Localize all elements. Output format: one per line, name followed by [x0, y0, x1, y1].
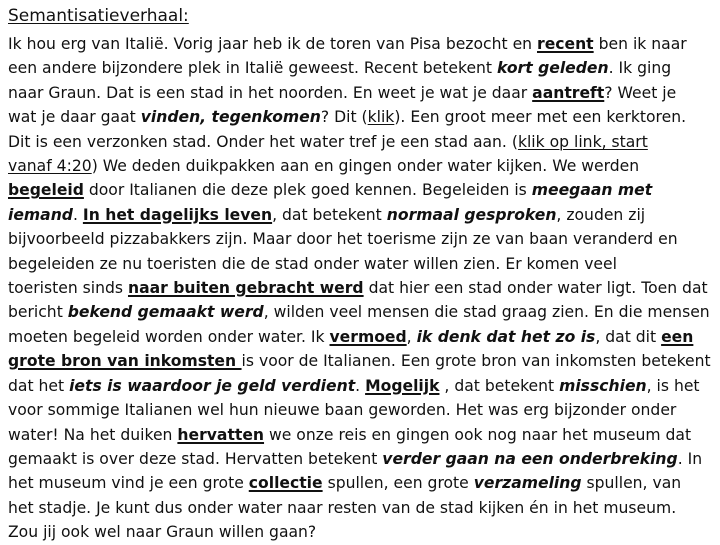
text-line	[8, 252, 716, 276]
text-run: ,	[406, 327, 417, 346]
text-line	[8, 423, 716, 447]
link[interactable]: klik op link, start	[517, 132, 648, 151]
definition: kort geleden	[497, 59, 609, 78]
link[interactable]: klik	[367, 108, 395, 127]
text-run: door Italianen die deze plek goed kennen. Begeleiden is	[83, 181, 532, 200]
text-line	[8, 203, 716, 227]
text-run: , dat betekent	[272, 205, 387, 224]
text-line	[8, 56, 716, 80]
keyword: collectie	[248, 474, 323, 493]
definition: iemand	[8, 205, 73, 224]
text-run: voor sommige Italianen wel hun nieuwe baan geworden. Het was erg bijzonder onder	[8, 401, 677, 420]
definition: bekend gemaakt werd	[67, 303, 264, 322]
keyword: Mogelijk	[365, 376, 440, 395]
text-run: . Ik ging	[608, 59, 672, 78]
keyword: naar buiten gebracht werd	[127, 279, 364, 298]
definition: verder gaan na een onderbreking	[382, 449, 678, 468]
text-line	[8, 130, 716, 154]
text-run: water! Na het duiken	[8, 425, 178, 444]
keyword: begeleid	[8, 181, 84, 200]
keyword: grote bron van inkomsten	[8, 352, 242, 371]
slide	[8, 4, 716, 545]
text-line	[8, 300, 716, 324]
text-run: Dit is een verzonken stad. Onder het water tref je een stad aan. (	[8, 132, 518, 151]
text-run: is voor de Italianen. Een grote bron van inkomsten betekent	[241, 352, 711, 371]
text-run: Zou jij ook wel naar Graun willen gaan?	[8, 523, 317, 542]
text-line	[8, 154, 716, 178]
text-line	[8, 325, 716, 349]
text-run: spullen, een grote	[322, 474, 474, 493]
keyword: hervatten	[177, 425, 265, 444]
text-run: , dat betekent	[439, 376, 560, 395]
definition: ik denk dat het zo is	[416, 327, 596, 346]
link[interactable]: vanaf 4:20	[8, 157, 92, 176]
text-run: het museum vind je een grote	[8, 474, 249, 493]
definition: vinden, tegenkomen	[140, 108, 321, 127]
text-line	[8, 227, 716, 251]
text-line	[8, 32, 716, 56]
text-run: dat hier een stad onder water ligt. Toen dat	[363, 279, 708, 298]
text-run: . In	[677, 449, 703, 468]
text-line	[8, 349, 716, 373]
text-line	[8, 105, 716, 129]
text-run: ? Weet je	[604, 83, 677, 102]
definition: normaal gesproken	[386, 205, 557, 224]
text-run: .	[72, 205, 83, 224]
text-run: , is het	[646, 376, 700, 395]
keyword: een	[661, 327, 694, 346]
text-run: een andere bijzondere plek in Italië geweest. Recent betekent	[8, 59, 497, 78]
text-line	[8, 520, 716, 544]
text-run: toeristen sinds	[8, 279, 128, 298]
text-line	[8, 398, 716, 422]
keyword: vermoed	[329, 327, 407, 346]
text-run: ). Een groot meer met een kerktoren.	[394, 108, 687, 127]
text-run: wat je daar gaat	[8, 108, 141, 127]
text-run: ? Dit (	[320, 108, 368, 127]
text-line	[8, 496, 716, 520]
page-title: Semantisatieverhaal:	[8, 6, 189, 26]
text-run: ) We deden duikpakken aan en gingen onder water kijken. We werden	[91, 157, 640, 176]
keyword: recent	[537, 35, 594, 53]
text-run: , wilden veel mensen die stad graag zien. En die mensen	[263, 303, 710, 322]
text-line	[8, 178, 716, 202]
text-line	[8, 276, 716, 300]
text-line	[8, 81, 716, 105]
keyword: In het dagelijks leven	[82, 205, 273, 224]
text-run: het stadje. Je kunt dus onder water naar resten van de stad kijken én in het museum.	[8, 498, 677, 517]
text-run: gemaakt is over deze stad. Hervatten betekent	[8, 449, 383, 468]
text-run: bijvoorbeeld pizzabakkers zijn. Maar door het toerisme zijn ze van baan veranderd en	[8, 230, 678, 249]
definition: verzameling	[473, 474, 582, 493]
text-run: dat het	[8, 376, 70, 395]
text-line	[8, 447, 716, 471]
story-text	[8, 32, 716, 545]
text-run: we onze reis en gingen ook nog naar het museum dat	[264, 425, 692, 444]
text-run: Ik hou erg van Italië. Vorig jaar heb ik de toren van Pisa bezocht en	[8, 35, 537, 53]
text-line	[8, 471, 716, 495]
definition: iets is waardoor je geld verdient	[69, 376, 356, 395]
definition: meegaan met	[531, 181, 653, 200]
text-run: , dat dit	[595, 327, 662, 346]
definition: misschien	[559, 376, 647, 395]
text-run: naar Graun. Dat is een stad in het noorden. En weet je wat je daar	[8, 83, 533, 102]
text-run: .	[355, 376, 366, 395]
text-run: moeten begeleid worden onder water. Ik	[8, 327, 330, 346]
keyword: aantreft	[532, 83, 605, 102]
text-run: bericht	[8, 303, 68, 322]
text-line	[8, 374, 716, 398]
text-run: spullen, van	[581, 474, 682, 493]
text-run: ben ik naar	[593, 35, 687, 53]
text-run: begeleiden ze nu toeristen die de stad onder water willen zien. Er komen veel	[8, 254, 617, 273]
text-run: , zouden zij	[556, 205, 646, 224]
